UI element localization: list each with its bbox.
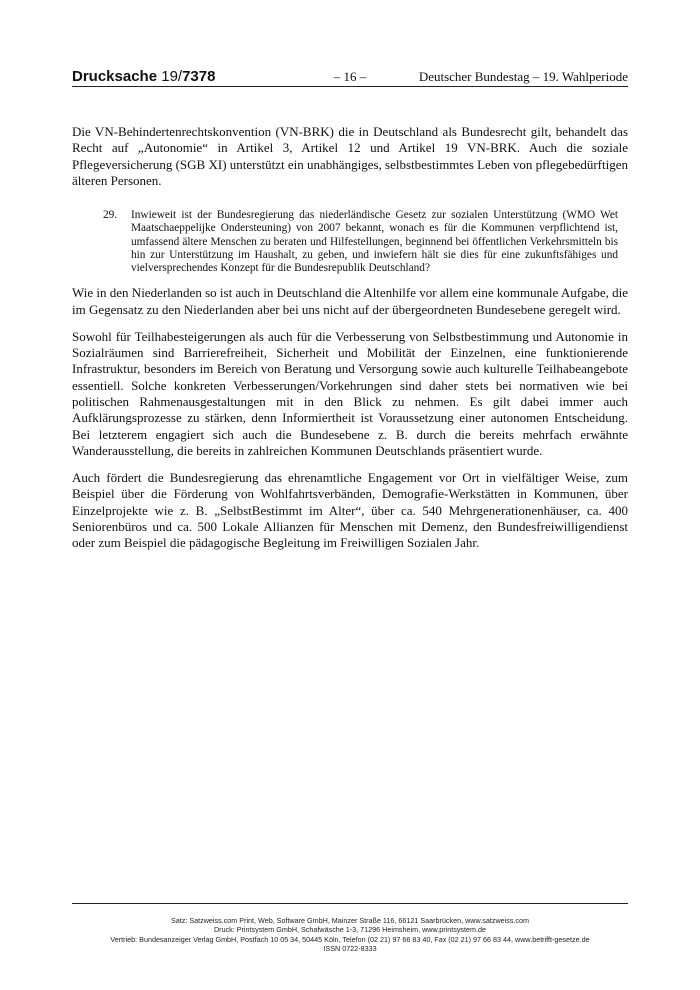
document-number-main: 7378 xyxy=(182,68,216,85)
page-footer xyxy=(0,916,700,954)
paragraph-answer-2: Sowohl für Teilhabesteigerungen als auch für die Verbesserung von Selbstbestimmung und Autonomie in Sozialräumen sind Barrierefreiheit, Sicherheit und Mobilität der Einzelnen, eine funktionierende Infrastruktur, besonders im Bereich von Beratung und Versorgung sowie auch kulturelle Teilhabeangebote essentiell. Solche konkreten Verbesserungen/Vorkehrungen sind daher stets bei normativen wie bei politischen Rahmenausgestaltungen mit in den Blick zu nehmen. Es gilt dabei immer auch Aufklärungsprozesse zu stärken, denn Informiertheit ist Voraussetzung einer autonomen Entscheidung. Bei letzterem engagiert sich auch die Bundesebene z. B. durch die bereits mehrfach erwähnte Wanderausstellung, die bereits in zahlreichen Kommunen Deutschlands präsentiert wurde. xyxy=(72,328,628,458)
document-number-prefix: 19/ xyxy=(161,68,183,85)
paragraph-intro: Die VN-Behindertenrechtskonvention (VN-BRK) die in Deutschland als Bundesrecht gilt, behandelt das Recht auf „Autonomie“ in Artikel 3, Artikel 12 und Artikel 19 VN-BRK. Auch die soziale Pflegeversicherung (SGB XI) unterstützt ein unabhängiges, selbstbestimmtes Leben von pflegebedürftigen älteren Personen. xyxy=(72,124,628,188)
question-text: Inwieweit ist der Bundesregierung das niederländische Gesetz zur sozialen Unterstützung (WMO Wet Maatschaeppelijke Ondersteuning) von 2007 bekannt, wonach es für die Kommunen verpflichtend ist, umfassend ältere Menschen zu beraten und Hilfestellungen, beginnend bei öffentlichen Verkehrsmitteln bis hin zur Unterstützung im Haushalt, zu geben, und inwiefern hält sie dies für eine zukunftsfähiges und vielversprechendes Konzept für die Bundesrepublik Deutschland? xyxy=(131,209,618,274)
footer-distribution: Vertrieb: Bundesanzeiger Verlag GmbH, Postfach 10 05 34, 50445 Köln, Telefon (02 21) 97 66 83 40, Fax (02 21) 97 66 83 44, www.betrifft-gesetze.de xyxy=(110,934,590,944)
footer-issn: ISSN 0722-8333 xyxy=(323,944,377,954)
question-block xyxy=(103,209,618,275)
footer-printing: Druck: Printsystem GmbH, Schafwäsche 1-3, 71296 Heimsheim, www.printsystem.de xyxy=(213,925,487,935)
footer-divider xyxy=(72,903,628,904)
footer-typesetting: Satz: Satzweiss.com Print, Web, Software GmbH, Mainzer Straße 116, 66121 Saarbrücken, www.satzweiss.com xyxy=(170,916,530,925)
page-number: – 16 – xyxy=(333,69,367,84)
document-label: Drucksache xyxy=(72,68,158,85)
question-number: 29. xyxy=(103,209,118,222)
paragraph-answer-3: Auch fördert die Bundesregierung das ehrenamtliche Engagement vor Ort in vielfältiger Weise, zum Beispiel über die Förderung von Wohlfahrtsverbänden, Demografie-Werkstätten in Kommunen, über Einzelprojekte wie z. B. „SelbstBestimmt im Alter“, über ca. 540 Mehrgenerationenhäuser, ca. 400 Seniorenbüros und ca. 500 Lokale Allianzen für Menschen mit Demenz, den Bundesfreiwilligendienst oder zum Beispiel die pädagogische Begleitung im Freiwilligen Sozialen Jahr. xyxy=(72,470,628,551)
paragraph-answer-1: Wie in den Niederlanden so ist auch in Deutschland die Altenhilfe vor allem eine kommunale Aufgabe, die im Gegensatz zu den Niederlanden aber bei uns nicht auf der übergeordneten Bundesebene geregelt wird. xyxy=(72,285,628,317)
page-header xyxy=(72,68,628,87)
document-body xyxy=(72,124,628,563)
publisher-label: Deutscher Bundestag – 19. Wahlperiode xyxy=(418,69,628,84)
